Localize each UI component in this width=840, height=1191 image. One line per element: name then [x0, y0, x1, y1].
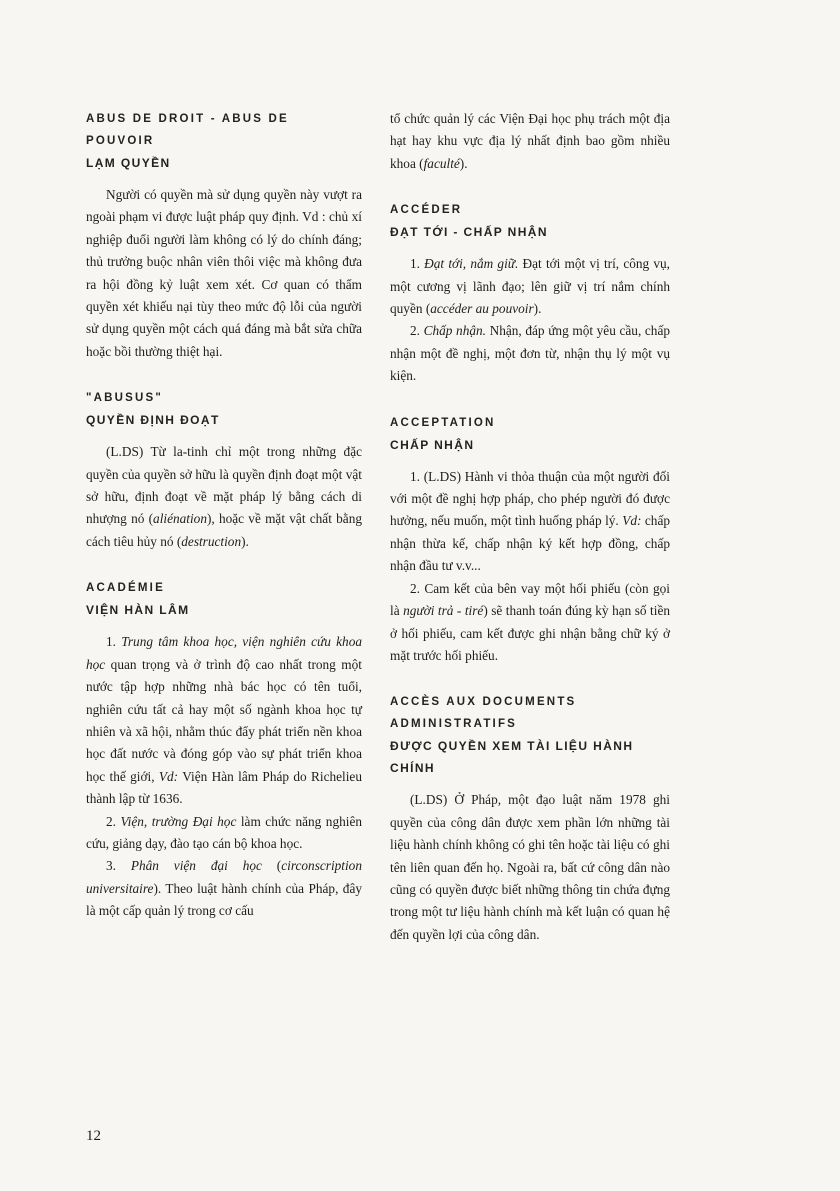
- entry-translation: LẠM QUYỀN: [86, 156, 171, 170]
- entry-paragraph: (L.DS) Từ la-tinh chỉ một trong những đặc quyền của quyền sở hữu là quyền định đoạt một vật sở hữu, định đoạt về mặt pháp lý bằng cách di nhượng nó (aliénation), hoặc về mặt vật chất bằng cách tiêu hủy nó (destruction).: [86, 444, 362, 549]
- entry-translation: VIỆN HÀN LÂM: [86, 603, 190, 618]
- entry-translation: QUYỀN ĐỊNH ĐOẠT: [86, 413, 220, 428]
- entry-paragraph: 2. Cam kết của bên vay một hối phiếu (còn gọi là người trả - tiré) sẽ thanh toán đúng kỳ hạn số tiền ở hối phiếu, cam kết được ghi nhận bằng chữ ký ở mặt trước hối phiếu.: [390, 580, 670, 663]
- entry-paragraph: 2. Chấp nhận. Nhận, đáp ứng một yêu cầu, chấp nhận một đề nghị, một đơn từ, nhận thụ lý một vụ kiện.: [390, 323, 671, 384]
- entry-paragraph: tổ chức quản lý các Viện Đại học phụ trách một địa hạt hay khu vực địa lý nhất định bao gồm nhiều khoa (faculté).: [390, 111, 670, 171]
- entry-paragraph: Người có quyền mà sử dụng quyền này vượt ra ngoài phạm vi được luật pháp quy định. Vd : chủ xí nghiệp đuổi người làm không có lý do chính đáng; thủ trưởng buộc nhân viên thôi việc mà không đưa ra hội đồng kỷ luật xem xét. Cơ quan có thẩm quyền xét khiếu nại tùy theo mức độ lỗi của người sử dụng quyền một cách quá đáng mà bắt sửa chữa hoặc bồi thường thiệt hại.: [86, 187, 362, 359]
- right-column: [390, 108, 670, 946]
- entry-heading: ACADÉMIE: [86, 582, 165, 595]
- entry-translation: ĐẠT TỚI - CHẤP NHẬN: [390, 225, 548, 240]
- entry-heading: "ABUSUS": [86, 392, 164, 405]
- entry-heading: ABUS DE DROIT - ABUS DE POUVOIR: [86, 113, 289, 147]
- entry-heading: ACCÈS AUX DOCUMENTS ADMINISTRATIFS: [390, 696, 577, 731]
- page-number: 12: [86, 1128, 101, 1144]
- entry-paragraph: 3. Phân viện đại học (circonscription universitaire). Theo luật hành chính của Pháp, đây là một cấp quản lý trong cơ cấu: [86, 858, 362, 919]
- entry-paragraph: (L.DS) Ở Pháp, một đạo luật năm 1978 ghi quyền của công dân được xem phần lớn những tài liệu hành chính không có ghi tên hoặc tài liệu có ghi tên liên quan đến họ. Ngoài ra, bất cứ công dân nào cũng có quyền được biết những thông tin chứa đựng trong một tư liệu hành chính mà kết luận có quan hệ đến quyền lợi của công dân.: [390, 792, 670, 942]
- left-column: [86, 108, 362, 923]
- entry-translation: CHẤP NHẬN: [390, 437, 475, 452]
- entry-paragraph: 1. (L.DS) Hành vi thỏa thuận của một người đối với một đề nghị hợp pháp, cho phép người đó được hưởng, nếu muốn, một tình huống pháp lý. Vd: chấp nhận thừa kế, chấp nhận ký kết hợp đồng, chấp nhận đầu tư v.v...: [390, 468, 670, 574]
- entry-translation: ĐƯỢC QUYỀN XEM TÀI LIỆU HÀNH CHÍNH: [390, 739, 634, 776]
- entry-heading: ACCEPTATION: [390, 416, 496, 429]
- entry-paragraph: 1. Trung tâm khoa học, viện nghiên cứu khoa học quan trọng và ở trình độ cao nhất trong một nước tập hợp những nhà bác học có tên tuổi, nghiên cứu tất cả hay một số ngành khoa học tự nhiên và xã hội, nhằm thúc đẩy phát triển nền khoa học đất nước và đóng góp vào sự phát triển khoa học thế giới, Vd: Viện Hàn lâm Pháp do Richelieu thành lập từ 1636.: [86, 634, 362, 807]
- entry-paragraph: 1. Đạt tới, nắm giữ. Đạt tới một vị trí, công vụ, một cương vị lãnh đạo; lên giữ vị trí nắm chính quyền (accéder au pouvoir).: [390, 256, 670, 317]
- entry-heading: ACCÉDER: [390, 204, 463, 217]
- entry-paragraph: 2. Viện, trường Đại học làm chức năng nghiên cứu, giảng dạy, đào tạo cán bộ khoa học.: [86, 813, 363, 851]
